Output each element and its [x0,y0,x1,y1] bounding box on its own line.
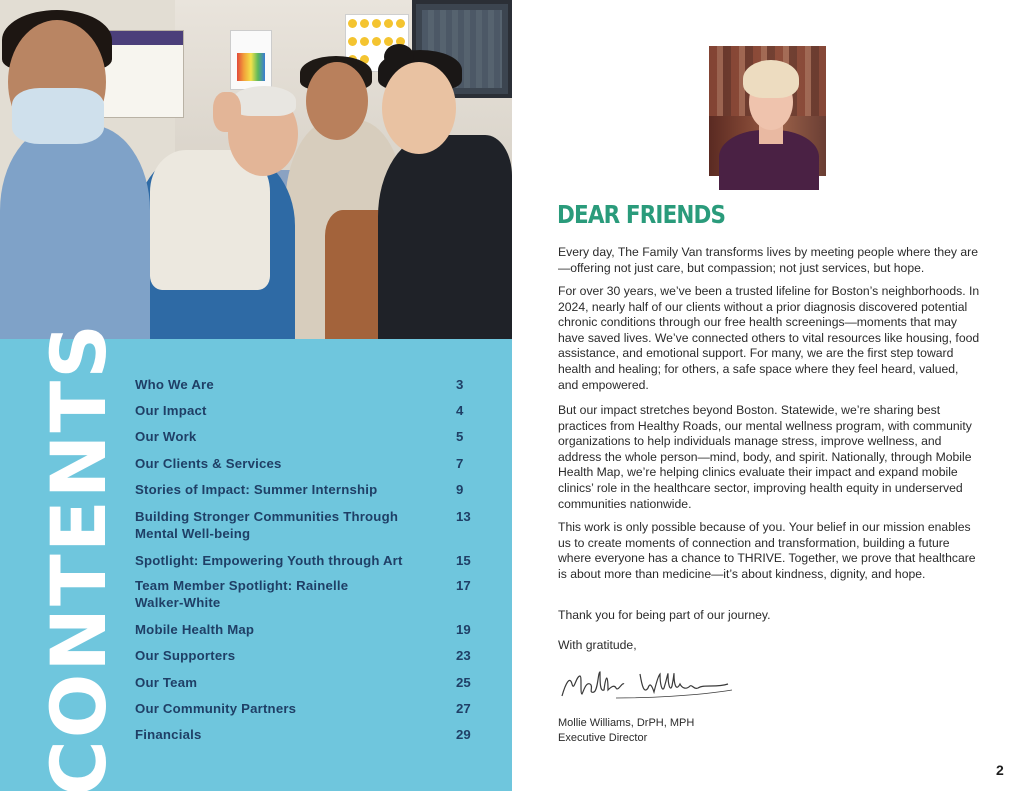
person-3-head [306,62,368,140]
letter-paragraph: Thank you for being part of our journey. [558,608,771,622]
toc-item[interactable] [135,577,475,611]
toc-item[interactable] [135,428,475,445]
page-number: 2 [996,762,1004,778]
letter-title: DEAR FRIENDS [557,200,726,229]
toc-item-label: Mobile Health Map [135,622,255,637]
toc-item[interactable] [135,647,475,664]
toc-item-page: 9 [456,482,464,497]
toc-item[interactable] [135,402,475,419]
person-4-body [378,135,512,339]
person-1-face-mask [12,88,104,144]
letter-paragraph: For over 30 years, we’ve been a trusted lifeline for Boston’s neighborhoods. In 2024, nearly half of our clients without a prior diagnosis discovered potential chronic conditions through our free health screenings—moments that may have saved lives. We’ve connected others to vital resources like housing, food assistance, and emotional support. For many, we are the first step toward health and healing; for others, a safe space where they feel heard, valued, and empowered. [558,284,980,392]
signer-name: Mollie Williams, DrPH, MPH [558,717,695,729]
contents-heading-text: CONTENTS [34,322,123,796]
toc-item[interactable] [135,700,475,717]
letter-paragraph: Every day, The Family Van transforms lives by meeting people where they are—offering not just care, but compassion; not just services, but hope. [558,245,978,275]
toc-item-label: Our Impact [135,403,207,418]
group-photo [0,0,512,339]
toc-item[interactable] [135,481,475,498]
signer-block [558,716,694,745]
letter-paragraph: But our impact stretches beyond Boston. Statewide, we’re sharing best practices from Healthy Roads, our mental wellness program, with community organizations to help individuals manage stress, improve wellness, and address the whole person—mind, body, and spirit. Nationally, through Mobile Health Map, we’re helping clinics evaluate their impact and expand mobile clinics’ role in the healthcare sector, improving health equity in underserved communities nationwide. [558,403,972,511]
toc-item-page: 29 [456,727,471,742]
signer-title: Executive Director [558,731,648,744]
toc-item-page: 7 [456,456,464,471]
toc-item-page: 19 [456,622,471,637]
toc-item-label: Our Work [135,429,197,444]
toc-item-page: 15 [456,553,471,568]
toc-item[interactable] [135,552,475,569]
toc-item-label: Who We Are [135,377,214,392]
toc-item-page: 5 [456,429,464,444]
toc-item-page: 27 [456,701,471,716]
toc-item[interactable] [135,376,475,393]
person-2-waving-hand [213,92,241,132]
letter-paragraph: This work is only possible because of you. Your belief in our mission enables us to create moments of connection and transformation, building a future where everyone has a chance to THRIVE. Together, we prove that healthcare is about more than medicine—it’s about kindness, dignity, and hope. [558,520,976,581]
wall-poster [230,30,272,90]
toc-item-label: Our Supporters [135,648,236,663]
toc-item-label: Our Clients & Services [135,456,282,471]
toc-item[interactable] [135,674,475,691]
toc-item-label: Our Team [135,675,198,690]
toc-item-page: 25 [456,675,471,690]
toc-item-label: Financials [135,727,202,742]
person-4-head [382,62,456,154]
person-2-hair [232,86,296,116]
toc-item[interactable] [135,455,475,472]
toc-item-label: Stories of Impact: Summer Internship [135,482,378,497]
letter-paragraph: With gratitude, [558,638,637,652]
toc-item-label: Spotlight: Empowering Youth through Art [135,553,403,568]
contents-heading [34,322,123,796]
toc-item-page: 17 [456,578,471,593]
wall-calendar [100,30,184,118]
toc-item-page: 23 [456,648,471,663]
person-1-body [0,125,150,339]
toc-item[interactable] [135,726,475,743]
toc-item-label: Our Community Partners [135,701,297,716]
signature [556,662,736,712]
director-portrait [709,46,826,176]
toc-item[interactable] [135,508,475,542]
toc-item-label: Building Stronger Communities Through Mental Well-being [135,509,399,541]
toc-item-page: 3 [456,377,464,392]
toc-item-page: 4 [456,403,464,418]
toc-item[interactable] [135,621,475,638]
toc-item-label: Team Member Spotlight: Rainelle Walker-White [135,578,349,610]
toc-item-page: 13 [456,509,471,524]
